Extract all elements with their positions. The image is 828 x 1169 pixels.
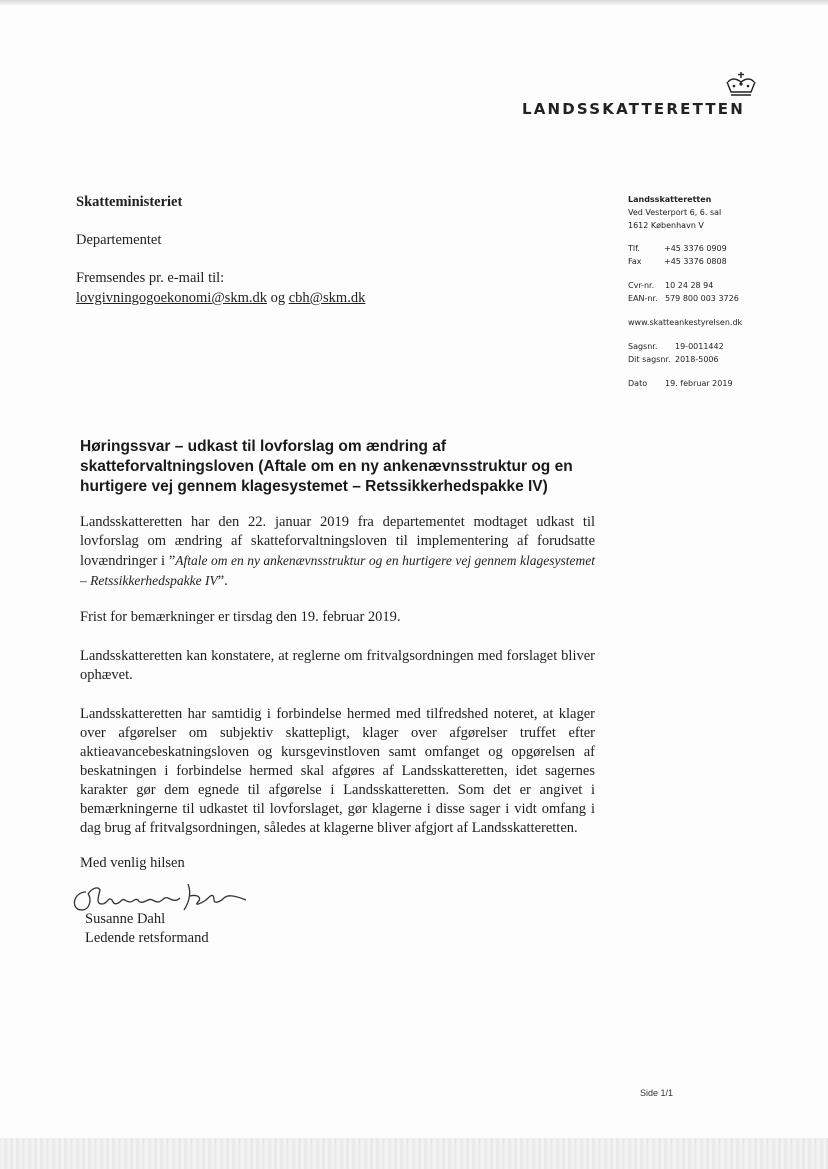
scan-edge-bottom <box>0 1138 828 1169</box>
send-label: Fremsendes pr. e-mail til: <box>76 270 225 286</box>
closing-greeting: Med venlig hilsen <box>80 855 185 871</box>
letter-title: Høringssvar – udkast til lovforslag om ændring af skatteforvaltningsloven (Aftale om en ny ankenævnsstruktur og en hurtigere vej gennem klagesystemet – Retssikkerhedspakke IV) <box>80 438 573 495</box>
sagsnr-value: 19-0011442 <box>675 342 724 351</box>
paragraph-2: Frist for bemærkninger er tirsdag den 19. februar 2019. <box>80 609 401 625</box>
dato-value: 19. februar 2019 <box>665 379 733 388</box>
recipient-dept: Departementet <box>76 232 162 248</box>
page-number: Side 1/1 <box>640 1088 674 1098</box>
sender-address-1: Ved Vesterport 6, 6. sal <box>628 208 722 217</box>
letterhead-name: LANDSSKATTERETTEN <box>521 100 745 118</box>
signer-block <box>85 910 209 948</box>
paragraph-4: Landsskatteretten har samtidig i forbindelse hermed med tilfredshed noteret, at klager over afgørelser om subjektiv skattepligt, klager over afgørelser truffet efter aktieavancebeskatningsloven og kursgevinstloven samt omfanget og opgørelsen af beskatningen i forbindelse hermed skal afgøres af Landsskatteretten, idet sagernes karakter gør dem egnede til afgørelse i Landsskatteretten. Som det er angivet i bemærkningerne til udkastet til lovforslaget, gør klagerne i disse sager i vidt omfang i dag brug af fritvalgsordningen, således at klagerne bliver afgjort af Landsskatteretten. <box>80 706 595 836</box>
ean-label: EAN-nr. <box>628 294 658 303</box>
tlf-label: Tlf. <box>628 244 640 253</box>
recipient-org: Skatteministeriet <box>76 194 183 210</box>
signer-name: Susanne Dahl <box>85 911 166 927</box>
crown-logo-icon <box>724 70 758 98</box>
fax-label: Fax <box>628 257 642 266</box>
tlf-value: +45 3376 0909 <box>664 244 727 253</box>
ditsagsnr-value: 2018-5006 <box>675 355 719 364</box>
email-link-2[interactable]: cbh@skm.dk <box>288 290 366 306</box>
cvr-label: Cvr-nr. <box>628 281 655 290</box>
sagsnr-label: Sagsnr. <box>628 342 658 351</box>
paragraph-1-agreement: Aftale om en ny ankenævnsstruktur og en hurtigere vej gennem klagesystemet – Retssikkerhedspakke IV <box>80 553 595 588</box>
email-line <box>76 288 365 308</box>
ditsagsnr-label: Dit sagsnr. <box>628 355 671 364</box>
email-connector: og <box>270 290 286 306</box>
sender-name: Landsskatteretten <box>628 195 712 204</box>
paragraph-1 <box>80 513 595 591</box>
fax-value: +45 3376 0808 <box>664 257 727 266</box>
scan-edge-top <box>0 0 828 6</box>
recipient-block <box>76 192 365 308</box>
paragraph-1-start: Landsskatteretten har den 22. januar 2019 fra departementet modtaget udkast til lovforslag om ændring af skatteforvaltningsloven til implementering af forudsatte lovændringer i ” <box>80 514 595 569</box>
paragraph-1-end: ”. <box>217 573 228 589</box>
sender-info <box>628 193 808 390</box>
dato-label: Dato <box>628 379 648 388</box>
email-link-1[interactable]: lovgivningogoekonomi@skm.dk <box>76 290 267 306</box>
website[interactable]: www.skatteankestyrelsen.dk <box>628 318 743 327</box>
sender-address-2: 1612 København V <box>628 221 704 230</box>
signer-role: Ledende retsformand <box>85 930 209 946</box>
paragraph-3: Landsskatteretten kan konstatere, at reglerne om fritvalgsordningen med forslaget bliver ophævet. <box>80 648 595 683</box>
cvr-value: 10 24 28 94 <box>665 281 714 290</box>
ean-value: 579 800 003 3726 <box>665 294 739 303</box>
